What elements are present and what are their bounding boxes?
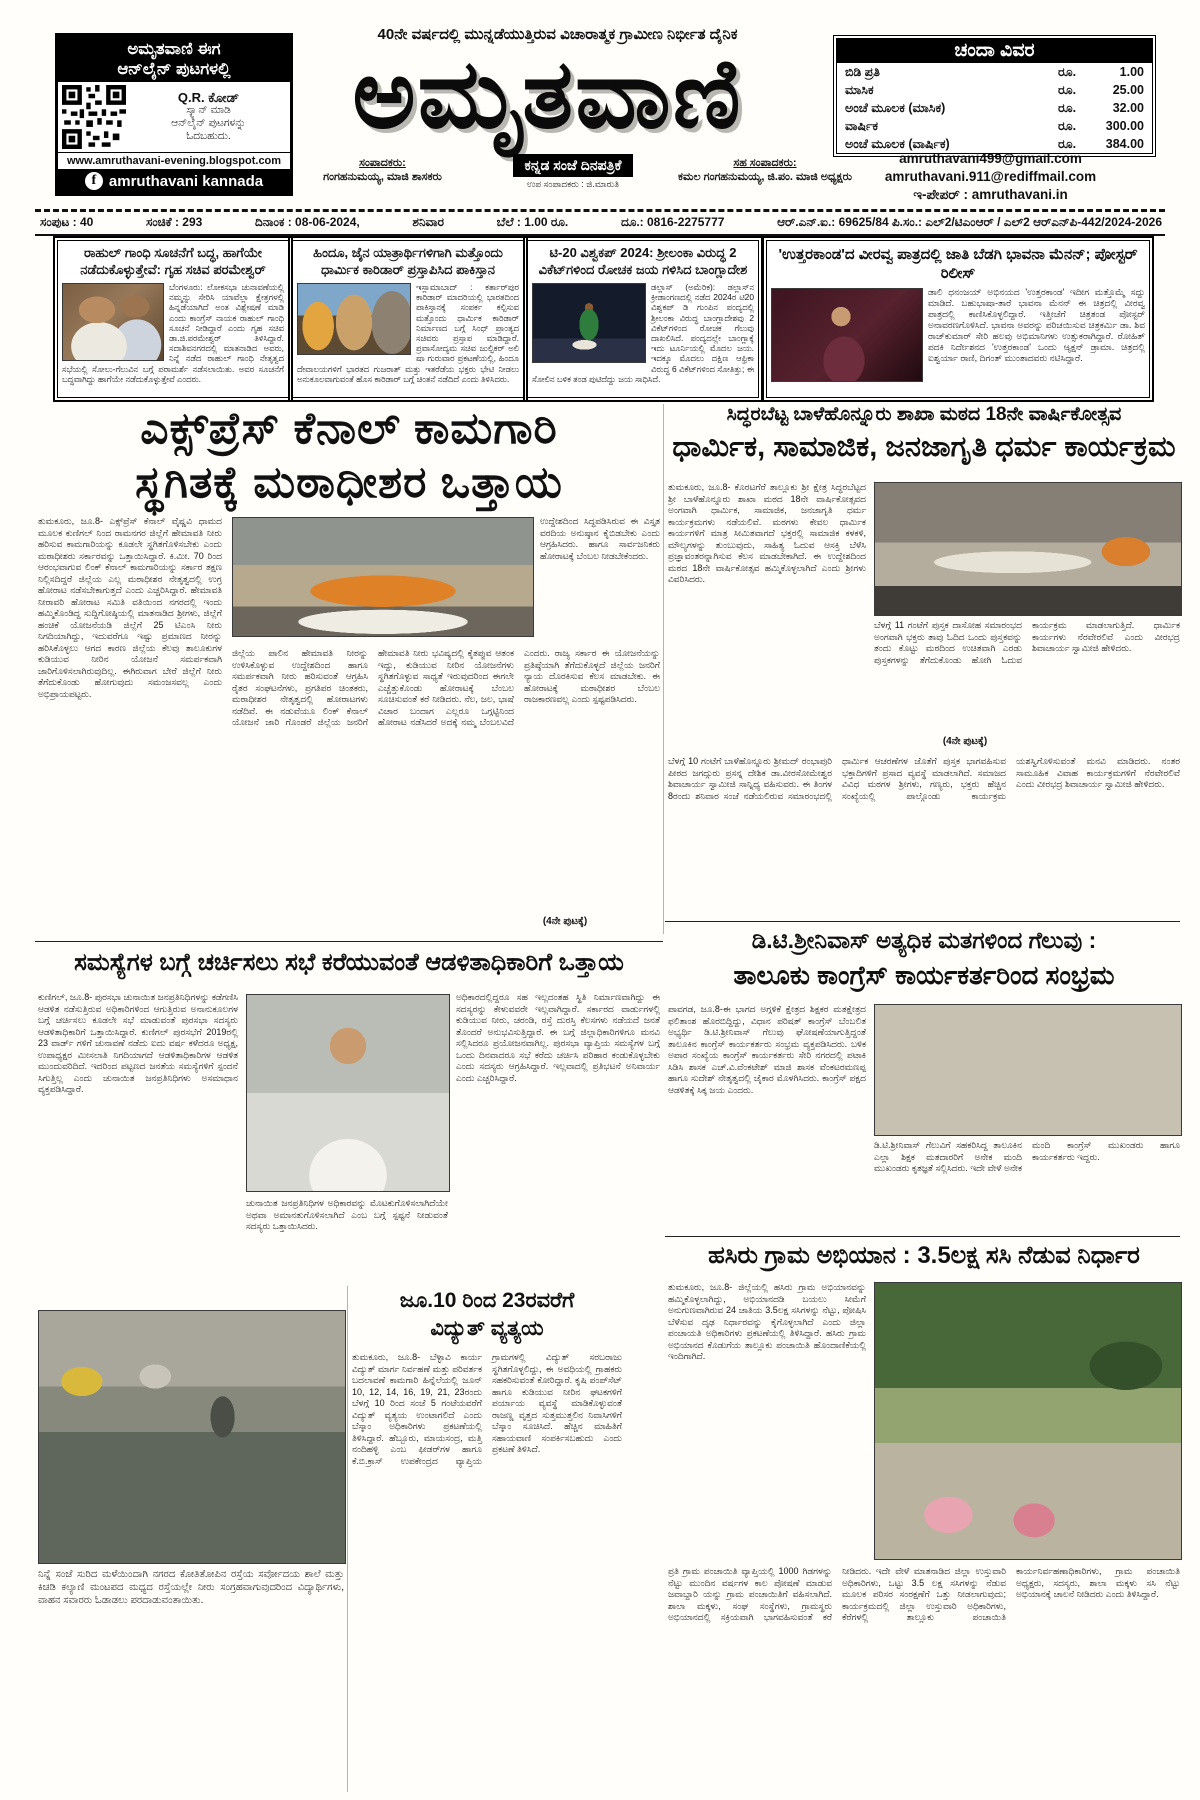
news-box-headline: ರಾಹುಲ್ ಗಾಂಧಿ ಸೂಚನೆಗೆ ಬದ್ಧ, ಹಾಗೆಯೇ ನಡೆದುಕೊಳ್ಳುತ್ತೇವೆ: ಗೃಹ ಸಚಿವ ಪರಮೇಶ್ವರ್ bbox=[80, 245, 266, 277]
sub-label: ಬಿಡಿ ಪ್ರತಿ bbox=[845, 64, 880, 79]
contact-emails bbox=[833, 150, 1148, 204]
seers-press-meet-photo bbox=[232, 517, 534, 637]
powercut-body: ತುಮಕೂರು, ಜೂ.8- ಬೆಳ್ಳಾವಿ ಕಾರ್ಯ ವಿದ್ಯುತ್ ಮಾರ್ಗ ನಿರ್ವಹಣೆ ಮತ್ತು ಪರಿವರ್ತಕ ಬದಲಾವಣೆ ಕಾಮಗಾರಿ ಹಿನ್ನೆಲೆಯಲ್ಲಿ ಜೂನ್ 10, 12, 14, 16, 19, 21, 23ರಂದು ಬೆಳಗ್ಗೆ 10 ರಿಂದ ಸಂಜೆ 5 ಗಂಟೆಯವರೆಗೆ ವಿದ್ಯುತ್ ವ್ಯತ್ಯಯ ಉಂಟಾಗಲಿದೆ ಎಂದು ಬೆಸ್ಕಾಂ ಅಧಿಕಾರಿಗಳು ಪ್ರಕಟಣೆಯಲ್ಲಿ ತಿಳಿಸಿದ್ದಾರೆ. ಹೆಬ್ಬೂರು, ಮಾಯಸಂದ್ರ, ಮತ್ತಿ ನಂದಿಹಳ್ಳಿ ಎಂಬ ಫೀಡರ್‌ಗಳ ಹಾಗೂ ಕೆ.ಬಿ.ಕ್ರಾಸ್ ಉಪಕೇಂದ್ರದ ವ್ಯಾಪ್ತಿಯ ಗ್ರಾಮಗಳಲ್ಲಿ ವಿದ್ಯುತ್ ಸರಬರಾಜು ಸ್ಥಗಿತಗೊಳ್ಳಲಿದ್ದು, ಈ ಅವಧಿಯಲ್ಲಿ ಗ್ರಾಹಕರು ಸಹಕರಿಸುವಂತೆ ಕೋರಿದ್ದಾರೆ. ಕೃಷಿ ಪಂಪ್‌ಸೆಟ್ ಹಾಗೂ ಕುಡಿಯುವ ನೀರಿನ ಘಟಕಗಳಿಗೆ ಪರ್ಯಾಯ ವ್ಯವಸ್ಥೆ ಮಾಡಿಕೊಳ್ಳುವಂತೆ ರಾಜಣ್ಣ ವೃತ್ತದ ಸುತ್ತಮುತ್ತಲಿನ ನಿವಾಸಿಗಳಿಗೆ ಬೆಸ್ಕಾಂ ಸೂಚಿಸಿದೆ. ಹೆಚ್ಚಿನ ಮಾಹಿತಿಗೆ ಸಹಾಯವಾಣಿ ಸಂಪರ್ಕಿಸಬಹುದು ಎಂದು ಪ್ರಕಟಣೆ ತಿಳಿಸಿದೆ. bbox=[352, 1352, 622, 1466]
sub-currency: ರೂ. bbox=[1058, 64, 1077, 79]
co-editor-label: ಸಹ ಸಂಪಾದಕರು: bbox=[733, 157, 797, 169]
phone-number: ದೂ.: 0816-2275777 bbox=[620, 215, 725, 229]
tree-planting-photo bbox=[874, 1282, 1182, 1560]
news-box-body: ಡಾಲಿ ಧನಂಜಯ್ ಅಭಿನಯದ 'ಉತ್ತರಕಾಂಡ' ಇದೀಗ ಮತ್ತೊಮ್ಮೆ ಸದ್ದು ಮಾಡಿದೆ. ಬಹುಭಾಷಾ-ತಾರೆ ಭಾವನಾ ಮೆನನ್ ಈ ಚಿತ್ರದಲ್ಲಿ ವೀರವ್ವ ಪಾತ್ರದಲ್ಲಿ ಕಾಣಿಸಿಕೊಳ್ಳಲಿದ್ದಾರೆ. ಇತ್ತೀಚೆಗೆ ಚಿತ್ರತಂಡ ಪೋಸ್ಟರ್ ಅನಾವರಣಗೊಳಿಸಿದೆ. ಭಾವನಾ ಅವರನ್ನು ಪರಿಚಯಿಸುವ ಚಿತ್ರಕರ್ಮಿ ಡಾ. ಶಿವ ರಾಜ್‌ಕುಮಾರ್ ಸೇರಿ ಹಲವು ಅಭಿಮಾನಿಗಳು ಉತ್ಸುಕರಾಗಿದ್ದಾರೆ. ರೋಹಿತ್ ಪದಕಿ ನಿರ್ದೇಶನದ 'ಉತ್ತರಕಾಂಡ' ಒಂದು ಆ್ಯಕ್ಷನ್ ಡ್ರಾಮಾ. ಚಿತ್ರದಲ್ಲಿ ಐಶ್ವರ್ಯಾ ರಾಣಿ, ದಿಗಂತ್ ಮುಂತಾದವರು ನಟಿಸಿದ್ದಾರೆ. bbox=[771, 287, 1145, 391]
online-box-title-line1: ಅಮೃತವಾಣಿ ಈಗ bbox=[127, 40, 221, 58]
issue-day: ಶನಿವಾರ bbox=[412, 215, 444, 229]
sub-value: 384.00 bbox=[1105, 136, 1144, 151]
sub-label: ವಾರ್ಷಿಕ bbox=[845, 118, 879, 133]
price: ಬೆಲೆ : 1.00 ರೂ. bbox=[496, 215, 569, 229]
sub-value: 25.00 bbox=[1112, 82, 1144, 97]
section-rule-green bbox=[665, 1236, 1180, 1237]
co-editor-name: ಕಮಲ ಗಂಗಹನುಮಯ್ಯ, ಜಿ.ಪಂ. ಮಾಜಿ ಅಧ್ಯಕ್ಷರು bbox=[678, 171, 852, 183]
online-box-title-line2: ಆನ್‌ಲೈನ್ ಪುಟಗಳಲ್ಲಿ bbox=[117, 60, 231, 78]
green-column-1: ತುಮಕೂರು, ಜೂ.8- ಜಿಲ್ಲೆಯಲ್ಲಿ ಹಸಿರು ಗ್ರಾಮ ಅಭಿಯಾನವನ್ನು ಹಮ್ಮಿಕೊಳ್ಳಲಾಗಿದ್ದು, ಅಭಿಯಾನದಡಿ ಬಯಲು ಸೀಮೆಗೆ ಅನುಗುಣವಾಗಿರುವ 24 ಜಾತಿಯ 3.5ಲಕ್ಷ ಸಸಿಗಳನ್ನು ನೆಟ್ಟು, ಪೋಷಿಸಿ ಬೆಳೆಸುವ ದೃಢ ನಿರ್ಧಾರವನ್ನು ಕೈಗೊಳ್ಳಲಾಗಿದೆ ಎಂದು ಜಿಲ್ಲಾ ಪಂಚಾಯತಿ ಅಧಿಕಾರಿಗಳು ಪ್ರಕಟಣೆಯಲ್ಲಿ ತಿಳಿಸಿದ್ದಾರೆ. ಹಸಿರು ಗ್ರಾಮ ಅಭಿಯಾನದ ಕೊಡುಗೆಯ ತಾಲ್ಲೂಕು ಪಂಚಾಯಿತಿ ಹೊಂದಾಣಿಕೆಯಲ್ಲಿ ಇಂದಿಗಾಗಿದೆ. bbox=[668, 1282, 866, 1361]
actress-poster-photo bbox=[771, 288, 923, 382]
sub-currency: ರೂ. bbox=[1058, 136, 1077, 151]
mutt-kicker: ಸಿದ್ಧರಬೆಟ್ಟ ಬಾಳೆಹೊನ್ನೂರು ಶಾಖಾ ಮಠದ 18ನೇ ವಾರ್ಷಿಕೋತ್ಸವ bbox=[726, 404, 1122, 425]
canal-column-1: ತುಮಕೂರು, ಜೂ.8- ಎಕ್ಸ್‌ಪ್ರೆಸ್ ಕೆನಾಲ್ ವೈಷ್ಣವಿ ಧಾಮದ ಮೂಲಕ ಕುಣಿಗಲ್ ನಿಂದ ರಾಮನಗರ ಜಿಲ್ಲೆಗೆ ಹೇಮಾವತಿ ನೀರು ಹರಿಸುವ ಕಾಮಗಾರಿಯನ್ನು ಕೂಡಲೇ ಸ್ಥಗಿತಗೊಳಿಸಬೇಕು ಎಂದು ಮಠಾಧೀಶರು ಸರ್ಕಾರವನ್ನು ಒತ್ತಾಯಿಸಿದ್ದಾರೆ. ಕಿ.ಮೀ. 70 ರಿಂದ ಆರಂಭವಾಗುವ ಲಿಂಕ್ ಕೆನಾಲ್ ಕಾಮಗಾರಿಯನ್ನು ಸರ್ಕಾರ ತಕ್ಷಣ ನಿಲ್ಲಿಸದಿದ್ದರೆ ಜಿಲ್ಲೆಯ ಎಲ್ಲ ಮಠಾಧೀಶರ ನೇತೃತ್ವದಲ್ಲಿ ಉಗ್ರ ಹೋರಾಟ ನಡೆಸಬೇಕಾಗುತ್ತದೆ ಎಂದು ಎಚ್ಚರಿಸಿದ್ದಾರೆ. ಹೇಮಾವತಿ ನೀರಾವರಿ ಹೋರಾಟ ಸಮಿತಿ ವತಿಯಿಂದ ನಗರದಲ್ಲಿ ಇಂದು ಹಮ್ಮಿಕೊಂಡಿದ್ದ ಸುದ್ದಿಗೋಷ್ಠಿಯಲ್ಲಿ ಮಾತನಾಡಿದ ಶ್ರೀಗಳು, ಜಿಲ್ಲೆಗೆ ಹಂಚಿಕೆ ಯೋಜನೆಯಡಿ ಜಿಲ್ಲೆಗೆ 25 ಟಿಎಂಸಿ ನೀರು ನಿಗದಿಯಾಗಿದ್ದು, ಇದುವರೆಗೂ ಇಷ್ಟು ಪ್ರಮಾಣದ ನೀರನ್ನು ಹರಿಸಿಕೊಳ್ಳಲು ಆಗದ ಕಾರಣ ಜಿಲ್ಲೆಯ ಕೆಲವು ತಾಲೂಕುಗಳ ಕುಡಿಯುವ ನೀರಿನ ಯೋಜನೆ ಸಮರ್ಪಕವಾಗಿ ಜಾರಿಗೊಳಿಸಲಾಗಿರುವುದಿಲ್ಲ. ಈಗಿರುವಾಗ ಬೇರೆ ಜಿಲ್ಲೆಗೆ ನೀರು ತೆಗೆದುಕೊಂಡು ಹೋಗುವುದು ಸಮಂಜಸವಲ್ಲ ಎಂದು ಅಭಿಪ್ರಾಯಪಟ್ಟರು. bbox=[38, 516, 222, 699]
subscription-row bbox=[837, 81, 1152, 99]
kunigal-member-portrait bbox=[246, 994, 450, 1192]
canal-headline-line2: ಸ್ಥಗಿತಕ್ಕೆ ಮಠಾಧೀಶರ ಒತ್ತಾಯ bbox=[135, 458, 563, 507]
facebook-bar[interactable] bbox=[58, 169, 290, 193]
dashed-divider bbox=[35, 209, 1165, 212]
facebook-handle: amruthavani kannada bbox=[108, 172, 264, 190]
flood-street-photo bbox=[38, 1310, 346, 1564]
canal-headline-line1: ಎಕ್ಸ್‌ಪ್ರೆಸ್ ಕೆನಾಲ್ ಕಾಮಗಾರಿ bbox=[140, 404, 558, 453]
subscription-title: ಚಂದಾ ವಿವರ bbox=[837, 39, 1152, 63]
canal-continued-note: (4ನೇ ಪುಟಕ್ಕೆ) bbox=[470, 916, 660, 927]
sub-currency: ರೂ. bbox=[1058, 100, 1077, 115]
sub-currency: ರೂ. bbox=[1058, 118, 1077, 133]
powercut-headline-line2: ವಿದ್ಯುತ್ ವ್ಯತ್ಯಯ bbox=[430, 1317, 544, 1340]
news-box-cricket bbox=[527, 240, 759, 398]
kunigal-column-3: ಅಧಿಕಾರದಲ್ಲಿದ್ದರೂ ಸಹ ಇಲ್ಲದಂತಹ ಸ್ಥಿತಿ ನಿರ್ಮಾಣವಾಗಿದ್ದು ಈ ಸದಸ್ಯರನ್ನು ಕೇಳುವವರೇ ಇಲ್ಲವಾಗಿದ್ದಾರೆ. ಸರ್ಕಾರದ ವಾರ್ಡುಗಳಲ್ಲಿ ಕುಡಿಯುವ ನೀರು, ಚರಂಡಿ, ರಸ್ತೆ ದುರಸ್ತಿ ಕೆಲಸಗಳು ನಡೆಯದೆ ಜನತೆ ತೊಂದರೆ ಅನುಭವಿಸುತ್ತಿದ್ದಾರೆ. ಈ ಬಗ್ಗೆ ಜಿಲ್ಲಾಧಿಕಾರಿಗಳಿಗೂ ಮನವಿ ಸಲ್ಲಿಸಿದರೂ ಪ್ರಯೋಜನವಾಗಿಲ್ಲ. ಪುರಸಭಾ ವ್ಯಾಪ್ತಿಯ ಸಮಸ್ಯೆಗಳ ಬಗ್ಗೆ ಒಂದು ದಿನವಾದರೂ ಸಭೆ ಕರೆದು ಚರ್ಚಿಸಿ ಪರಿಹಾರ ಕಂಡುಕೊಳ್ಳಬೇಕು ಎಂದು ಸದಸ್ಯರು ಆಗ್ರಹಿಸಿದ್ದಾರೆ. ಇಲ್ಲವಾದಲ್ಲಿ ಪ್ರತಿಭಟನೆ ಅನಿವಾರ್ಯ ಎಂದು ಎಚ್ಚರಿಸಿದ್ದಾರೆ. bbox=[456, 992, 660, 1083]
srinivas-felicitation-photo bbox=[874, 1004, 1182, 1136]
editor-name: ಗಂಗಹನುಮಯ್ಯ, ಮಾಜಿ ಶಾಸಕರು bbox=[323, 171, 442, 183]
subscription-box bbox=[833, 35, 1156, 157]
paper-type-block bbox=[478, 154, 668, 190]
qr-instruction-2: ಆನ್‌ಲೈನ್ ಪುಟಗಳನ್ನು bbox=[171, 117, 246, 129]
issue-date: ದಿನಾಂಕ : 08-06-2024, bbox=[254, 215, 360, 229]
sub-currency: ರೂ. bbox=[1058, 82, 1077, 97]
kunigal-column-under: ಚುನಾಯಿತ ಜನಪ್ರತಿನಿಧಿಗಳ ಅಧಿಕಾರವನ್ನು ಮೊಟಕುಗೊಳಿಸಲಾಗಿದೆಯೇ ಅಥವಾ ಅಮಾನತುಗೊಳಿಸಲಾಗಿದೆ ಎಂಬ ಬಗ್ಗೆ ಸ್ಪಷ್ಟನೆ ನೀಡುವಂತೆ ಸದಸ್ಯರು ಒತ್ತಾಯಿಸಿದರು. bbox=[246, 1198, 448, 1231]
kunigal-headline: ಸಮಸ್ಯೆಗಳ ಬಗ್ಗೆ ಚರ್ಚಿಸಲು ಸಭೆ ಕರೆಯುವಂತೆ ಆಡಳಿತಾಧಿಕಾರಿಗೆ ಒತ್ತಾಯ bbox=[74, 949, 624, 976]
editor-block bbox=[295, 156, 470, 184]
canal-columns-rest: ಜಿಲ್ಲೆಯ ಪಾಲಿನ ಹೇಮಾವತಿ ನೀರನ್ನು ಉಳಿಸಿಕೊಳ್ಳುವ ಉದ್ದೇಶದಿಂದ ಹಾಗೂ ಸಮರ್ಪಕವಾಗಿ ನೀರು ಹರಿಸುವಂತೆ ಆಗ್ರಹಿಸಿ ರೈತರ ಸಂಘಟನೆಗಳು, ಪ್ರಗತಿಪರ ಚಿಂತಕರು, ಮಠಾಧೀಶರ ನೇತೃತ್ವದಲ್ಲಿ ಹೋರಾಟಗಳು ನಡೆದಿವೆ. ಈ ನಡುವೆಯೂ ಲಿಂಕ್ ಕೆನಾಲ್ ಯೋಜನೆ ಜಾರಿ ಗೊಂಡರೆ ಜಿಲ್ಲೆಯ ಜನರಿಗೆ ಹೇಮಾವತಿ ನೀರು ಭವಿಷ್ಯದಲ್ಲಿ ಕೈತಪ್ಪುವ ಆತಂಕ ಇದ್ದು, ಕುಡಿಯುವ ನೀರಿನ ಯೋಜನೆಗಳು ಸ್ಥಗಿತಗೊಳ್ಳುವ ಸಾಧ್ಯತೆ ಇರುವುದರಿಂದ ಈಗಲೇ ಎಚ್ಚೆತ್ತುಕೊಂಡು ಹೋರಾಟಕ್ಕೆ ಬೆಂಬಲ ಸೂಚಿಸುವಂತೆ ಕರೆ ನೀಡಿದರು. ನೆಲ, ಜಲ, ಭಾಷೆ ವಿಚಾರ ಬಂದಾಗ ಎಲ್ಲರೂ ಒಗ್ಗಟ್ಟಿನಿಂದ ಹೋರಾಟ ನಡೆಸಿದರೆ ಅದಕ್ಕೆ ನಮ್ಮ ಬೆಂಬಲವಿದೆ ಎಂದರು. ರಾಜ್ಯ ಸರ್ಕಾರ ಈ ಯೋಜನೆಯನ್ನು ಪ್ರತಿಷ್ಠೆಯಾಗಿ ತೆಗೆದುಕೊಳ್ಳದೆ ಜಿಲ್ಲೆಯ ಜನರಿಗೆ ನ್ಯಾಯ ದೊರಕಿಸುವ ಕೆಲಸ ಮಾಡಬೇಕು. ಈ ಹೋರಾಟಕ್ಕೆ ಮಠಾಧೀಶರ ಬೆಂಬಲ ರಾಜಕಾರಣವಲ್ಲ ಎಂದು ಸ್ಪಷ್ಟಪಡಿಸಿದರು. bbox=[232, 648, 660, 727]
subscription-row bbox=[837, 117, 1152, 135]
news-box-rahul bbox=[57, 240, 289, 398]
sub-value: 1.00 bbox=[1119, 64, 1144, 79]
email-gmail[interactable]: amruthavani499@gmail.com bbox=[899, 151, 1082, 166]
canal-column-side: ಉದ್ದೇಶದಿಂದ ಸಿದ್ಧಪಡಿಸಿರುವ ಈ ವಿಸ್ತೃತ ವರದಿಯ ಅನುಷ್ಠಾನ ಕೈಬಿಡಬೇಕು ಎಂದು ಆಗ್ರಹಿಸಿದರು. ಹಾಗೂ ಸಾರ್ವಜನಿಕರು ಹೋರಾಟಕ್ಕೆ ಬೆಂಬಲ ನೀಡಬೇಕೆಂದರು. bbox=[540, 516, 660, 561]
news-box-pakistan bbox=[292, 240, 524, 398]
issue-number: ಸಂಚಿಕೆ : 293 bbox=[145, 215, 203, 229]
mutt-continued-note: (4ನೇ ಪುಟಕ್ಕೆ) bbox=[890, 736, 1040, 747]
qr-code[interactable] bbox=[62, 85, 126, 149]
sub-label: ಮಾಸಿಕ bbox=[845, 82, 874, 97]
news-box-body: ಡಲ್ಲಾಸ್ (ಅಮೆರಿಕ): ಡಲ್ಲಾಸ್‌ನ ಕ್ರೀಡಾಂಗಣದಲ್ಲಿ ನಡೆದ 2024ರ ಟಿ20 ವಿಶ್ವಕಪ್ ಡಿ ಗುಂಪಿನ ಪಂದ್ಯದಲ್ಲಿ ಶ್ರೀಲಂಕಾ ವಿರುದ್ಧ ಬಾಂಗ್ಲಾದೇಶವು 2 ವಿಕೆಟ್‌ಗಳಿಂದ ರೋಚಕ ಗೆಲುವು ದಾಖಲಿಸಿದೆ. ಪಂದ್ಯದಲ್ಲೇ ಬಾಂಗ್ಲಾಕ್ಕೆ ಇದು ಟೂರ್ನಿಯಲ್ಲಿ ಮೊದಲ ಜಯ. ಇದಕ್ಕೂ ಮೊದಲು ದಕ್ಷಿಣ ಆಫ್ರಿಕಾ ವಿರುದ್ಧ 6 ವಿಕೆಟ್‌ಗಳಿಂದ ಸೋತಿತ್ತು; ಈ ಸೋಲಿನ ಬಳಿಕ ತಂಡ ಪುಟಿದೆದ್ದು ಜಯ ಸಾಧಿಸಿದೆ. bbox=[532, 282, 754, 384]
masthead-title: ಅಮೃತವಾಣಿ bbox=[352, 41, 743, 148]
green-columns-rest: ಪ್ರತಿ ಗ್ರಾಮ ಪಂಚಾಯಿತಿ ವ್ಯಾಪ್ತಿಯಲ್ಲಿ 1000 ಗಿಡಗಳನ್ನು ನೆಟ್ಟು ಮುಂದಿನ ವರ್ಷಗಳ ಕಾಲ ಪೋಷಣೆ ಮಾಡುವ ಜವಾಬ್ದಾರಿ ಯನ್ನು ಗ್ರಾಮ ಪಂಚಾಯಿತಿಗೆ ವಹಿಸಲಾಗಿದೆ. ಶಾಲಾ ಮಕ್ಕಳು, ಸಂಘ ಸಂಸ್ಥೆಗಳು, ಗ್ರಾಮಸ್ಥರು ಅಭಿಯಾನದಲ್ಲಿ ಸಕ್ರಿಯವಾಗಿ ಭಾಗವಹಿಸುವಂತೆ ಕರೆ ನೀಡಿದರು. ಇದೇ ವೇಳೆ ಮಾತನಾಡಿದ ಜಿಲ್ಲಾ ಉಸ್ತುವಾರಿ ಅಧಿಕಾರಿಗಳು, ಒಟ್ಟು 3.5 ಲಕ್ಷ ಸಸಿಗಳನ್ನು ನೆಡುವ ಮೂಲಕ ಪರಿಸರ ಸಂರಕ್ಷಣೆಗೆ ಒತ್ತು ನೀಡಲಾಗುವುದು; ಕಾರ್ಯಕ್ರಮದಲ್ಲಿ ಜಿಲ್ಲಾ ಉಸ್ತುವಾರಿ ಅಧಿಕಾರಿಗಳು, ಕೆರೆಗಳಲ್ಲಿ ತಾಲ್ಲೂಕು ಪಂಚಾಯಿತಿ ಕಾರ್ಯನಿರ್ವಹಣಾಧಿಕಾರಿಗಳು, ಗ್ರಾಮ ಪಂಚಾಯಿತಿ ಅಧ್ಯಕ್ಷರು, ಸದಸ್ಯರು, ಶಾಲಾ ಮಕ್ಕಳು ಸಸಿ ನೆಟ್ಟು ಅಭಿಯಾನಕ್ಕೆ ಚಾಲನೆ ನೀಡಿದರು ಎಂದು ತಿಳಿಸಿದ್ದಾರೆ. bbox=[668, 1566, 1180, 1622]
pavagada-column-1: ಪಾವಗಡ, ಜೂ.8-ಈ ಭಾಗದ ಅಗ್ಗಳಿಕೆ ಕ್ಷೇತ್ರದ ಶಿಕ್ಷಕರ ಮತಕ್ಷೇತ್ರದ ಫಲಿತಾಂಶ ಹೊರಬಿದ್ದಿದ್ದು, ವಿಧಾನ ಪರಿಷತ್ ಕಾಂಗ್ರೆಸ್ ಬೆಂಬಲಿತ ಅಭ್ಯರ್ಥಿ ಡಿ.ಟಿ.ಶ್ರೀನಿವಾಸ್ ಗೆಲುವು ಘೋಷಣೆಯಾಗುತ್ತಿದ್ದಂತೆ ತಾಲೂಕಿನ ಕಾಂಗ್ರೆಸ್ ಕಾರ್ಯಕರ್ತರು ಸಂಭ್ರಮ ವ್ಯಕ್ತಪಡಿಸಿದರು. ಬಳಿಕ ಅಪಾರ ಸಂಖ್ಯೆಯ ಕಾಂಗ್ರೆಸ್ ಕಾರ್ಯಕರ್ತರು ಸೇರಿ ನಗರದಲ್ಲಿ ಪಟಾಕಿ ಸಿಡಿಸಿ ಶಾಸಕ ಎಚ್.ವಿ.ವೆಂಕಟೇಶ್ ಮಾಜಿ ಶಾಸಕ ವೆಂಕಟರಮಣಪ್ಪ ಹಾಗೂ ಸುದೇಶ್ ನೇತೃತ್ವದಲ್ಲಿ ಜೈಕಾರ ಮೊಳಗಿಸಿದರು. ಕಾಂಗ್ರೆಸ್ ಪಕ್ಷದ ಆಡಳಿತಕ್ಕೆ ಸಿಕ್ಕ ಜಯ ಎಂದರು. bbox=[668, 1004, 866, 1095]
column-separator-bottom bbox=[347, 1286, 348, 1792]
sub-label: ಅಂಚೆ ಮೂಲಕ (ಮಾಸಿಕ) bbox=[845, 100, 946, 115]
editor-label: ಸಂಪಾದಕರು: bbox=[359, 157, 406, 169]
header-rule bbox=[35, 234, 1165, 236]
mutt-column-1: ತುಮಕೂರು, ಜೂ.8- ಕೊರಟಗೆರೆ ತಾಲ್ಲೂಕು ಶ್ರೀ ಕ್ಷೇತ್ರ ಸಿದ್ಧರಬೆಟ್ಟದ ಶ್ರೀ ಬಾಳೆಹೊನ್ನೂರು ಶಾಖಾ ಮಠದ 18ನೇ ವಾರ್ಷಿಕೋತ್ಸವದ ಅಂಗವಾಗಿ ಧಾರ್ಮಿಕ, ಸಾಮಾಜಿಕ, ಜನಜಾಗೃತಿ ಧರ್ಮ ಕಾರ್ಯಕ್ರಮಗಳು ನಡೆಯಲಿವೆ. ಮಠಗಳು ಕೇವಲ ಧಾರ್ಮಿಕ ಕಾರ್ಯಗಳಿಗೆ ಮಾತ್ರ ಸೀಮಿತವಾಗದೆ ಭಕ್ತರಲ್ಲಿ ಸಾಮಾಜಿಕ ಕಳಕಳಿ, ಮೌಲ್ಯಗಳನ್ನು ತುಂಬುವುದು, ಸಾಹಿತ್ಯ ಓದುವ ಆಸಕ್ತಿ ಬೆಳೆಸಿ ಪ್ರಜ್ಞಾವಂತರನ್ನಾಗಿಸುವ ಕೆಲಸ ಮಾಡಬೇಕಾಗಿದೆ. ಈ ಉದ್ದೇಶದಿಂದ ಮಠದ 18ನೇ ವಾರ್ಷಿಕೋತ್ಸವ ಹಮ್ಮಿಕೊಳ್ಳಲಾಗಿದೆ ಎಂದು ಶ್ರೀಗಳು ವಿವರಿಸಿದರು. bbox=[668, 482, 866, 584]
paper-tagline: 40ನೇ ವರ್ಷದಲ್ಲಿ ಮುನ್ನಡೆಯುತ್ತಿರುವ ವಿಚಾರಾತ್ಮಕ ಗ್ರಾಮೀಣ ನಿರ್ಭೀತ ದೈನಿಕ bbox=[377, 26, 738, 43]
mutt-press-photo bbox=[874, 482, 1182, 616]
subscription-row bbox=[837, 63, 1152, 81]
dateline-row bbox=[40, 215, 1162, 230]
column-separator bbox=[663, 404, 664, 934]
parameshwara-photo bbox=[62, 283, 164, 361]
powercut-headline-line1: ಜೂ.10 ರಿಂದ 23ರವರೆಗೆ bbox=[399, 1289, 575, 1312]
news-box-body: ಬೆಂಗಳೂರು: ಲೋಕಸಭಾ ಚುನಾವಣೆಯಲ್ಲಿ ನಮ್ಮನ್ನು ಸೇರಿಸಿ ಯಾವೆಲ್ಲಾ ಕ್ಷೇತ್ರಗಳಲ್ಲಿ ಹಿನ್ನಡೆಯಾಗಿದೆ ಅಂತ ವಿಶ್ಲೇಷಣೆ ಮಾಡಿ ಎಂದು ಕಾಂಗ್ರೆಸ್ ನಾಯಕ ರಾಹುಲ್ ಗಾಂಧಿ ಸೂಚನೆ ನೀಡಿದ್ದಾರೆ ಎಂದು ಗೃಹ ಸಚಿವ ಡಾ.ಜಿ.ಪರಮೇಶ್ವರ್ ತಿಳಿಸಿದ್ದಾರೆ. ಸದಾಶಿವನಗರದಲ್ಲಿ ಮಾತನಾಡಿದ ಅವರು, ನಿನ್ನೆ ನಡೆದ ರಾಹುಲ್ ಗಾಂಧಿ ನೇತೃತ್ವದ ಸಭೆಯಲ್ಲಿ ಸೋಲು-ಗೆಲುವಿನ ಬಗ್ಗೆ ಪರಾಮರ್ಶೆ ನಡೆಸಲಾಯಿತು. ಅವರ ಸೂಚನೆಗೆ ಬದ್ಧವಾಗಿದ್ದು ಹಾಗೆಯೇ ನಡೆದುಕೊಳ್ಳುತ್ತೇವೆ ಎಂದರು. bbox=[62, 282, 284, 384]
cricket-match-photo bbox=[532, 283, 646, 363]
green-headline: ಹಸಿರು ಗ್ರಾಮ ಅಭಿಯಾನ : 3.5ಲಕ್ಷ ಸಸಿ ನೆಡುವ ನಿರ್ಧಾರ bbox=[708, 1242, 1140, 1269]
temple-corridor-photo bbox=[297, 283, 411, 355]
section-rule-right bbox=[665, 921, 1180, 922]
pavagada-headline-line2: ತಾಲೂಕು ಕಾಂಗ್ರೆಸ್ ಕಾರ್ಯಕರ್ತರಿಂದ ಸಂಭ್ರಮ bbox=[733, 960, 1115, 990]
facebook-icon: f bbox=[85, 172, 103, 190]
qr-instruction-3: ಓದಬಹುದು. bbox=[186, 130, 231, 142]
news-box-body: ಇಸ್ಲಾಮಾಬಾದ್ : ಕರ್ತಾರ್‌ಪುರ ಕಾರಿಡಾರ್ ಮಾದರಿಯಲ್ಲಿ ಭಾರತದಿಂದ ಪಾಕಿಸ್ತಾನಕ್ಕೆ ಸಂಪರ್ಕ ಕಲ್ಪಿಸುವ ಮತ್ತೊಂದು ಧಾರ್ಮಿಕ ಕಾರಿಡಾರ್ ನಿರ್ಮಾಣದ ಬಗ್ಗೆ ಸಿಂಧ್ ಪ್ರಾಂತ್ಯದ ಸಚಿವರು ಪ್ರಸ್ತಾಪ ಮಾಡಿದ್ದಾರೆ. ಪ್ರವಾಸೋದ್ಯಮ ಸಚಿವ ಜುಲ್ಫಿಕರ್ ಅಲಿ ಷಾ ಗುರುವಾರ ಪ್ರಕಟಣೆಯಲ್ಲಿ, ಹಿಂದೂ ದೇವಾಲಯಗಳಿಗೆ ಭಾರತದ ಗುಜರಾತ್ ಮತ್ತು ಇತರೆಡೆಯ ಭಕ್ತರು ಭೇಟಿ ನೀಡಲು ಅನುಕೂಲವಾಗುವಂತೆ ಹೊಸ ಕಾರಿಡಾರ್ ಬಗ್ಗೆ ಚಿಂತನೆ ನಡೆದಿದೆ ಎಂದು ತಿಳಿಸಿದರು. bbox=[297, 282, 519, 384]
qr-instruction-1: ಸ್ಕ್ಯಾನ್ ಮಾಡಿ bbox=[186, 104, 231, 116]
mutt-headline: ಧಾರ್ಮಿಕ, ಸಾಮಾಜಿಕ, ಜನಜಾಗೃತಿ ಧರ್ಮ ಕಾರ್ಯಕ್ರಮ bbox=[672, 431, 1176, 463]
section-rule-left bbox=[35, 941, 663, 942]
pavagada-headline-line1: ಡಿ.ಟಿ.ಶ್ರೀನಿವಾಸ್ ಅತ್ಯಧಿಕ ಮತಗಳಿಂದ ಗೆಲುವು : bbox=[751, 927, 1097, 953]
kunigal-column-1: ಕುಣಿಗಲ್, ಜೂ.8- ಪುರಸಭಾ ಚುನಾಯಿತ ಜನಪ್ರತಿನಿಧಿಗಳನ್ನು ಕಡೆಗಣಿಸಿ ಆಡಳಿತ ನಡೆಸುತ್ತಿರುವ ಅಧಿಕಾರಿಗಳಿಂದ ಆಗುತ್ತಿರುವ ಅನಾನುಕೂಲಗಳ ಬಗ್ಗೆ ಚರ್ಚಿಸಲು ಕೂಡಲೇ ಸಭೆ ಮಾಡುವಂತೆ ಪುರಸಭಾ ಸದಸ್ಯರು ಆಡಳಿತಾಧಿಕಾರಿಗೆ ಒತ್ತಾಯಿಸಿದ್ದಾರೆ. ಕುಣಿಗಲ್ ಪುರಸಭೆಗೆ 2019ರಲ್ಲಿ 23 ವಾರ್ಡ್ ಗಳಿಗೆ ಚುನಾವಣೆ ನಡೆದು ಐದು ವರ್ಷ ಕಳೆದರೂ ಅಧ್ಯಕ್ಷ, ಉಪಾಧ್ಯಕ್ಷರ ಮೀಸಲಾತಿ ನಿಗದಿಯಾಗದೆ ಆಡಳಿತಾಧಿಕಾರಿಗಳ ಆಡಳಿತ ಮುಂದುವರಿದಿದೆ. ಇದರಿಂದ ಪಟ್ಟಣದ ಜನತೆಯ ಸಮಸ್ಯೆಗಳಿಗೆ ಸ್ಪಂದನೆ ಸಿಗುತ್ತಿಲ್ಲ ಎಂದು ಚುನಾಯಿತ ಜನಪ್ರತಿನಿಧಿಗಳು ಅಸಮಾಧಾನ ವ್ಯಕ್ತಪಡಿಸಿದ್ದಾರೆ. bbox=[38, 992, 238, 1094]
news-box-movie bbox=[766, 240, 1150, 398]
epaper-link[interactable]: ಇ-ಪೇಪರ್ : amruthavani.in bbox=[913, 187, 1068, 202]
news-box-headline: ಹಿಂದೂ, ಜೈನ ಯಾತ್ರಾರ್ಥಿಗಳಿಗಾಗಿ ಮತ್ತೊಂದು ಧಾರ್ಮಿಕ ಕಾರಿಡಾರ್ ಪ್ರಸ್ತಾಪಿಸಿದ ಪಾಕಿಸ್ತಾನ bbox=[313, 245, 503, 277]
flood-photo-caption: ನಿನ್ನೆ ಸಂಜೆ ಸುರಿದ ಮಳೆಯಿಂದಾಗಿ ನಗರದ ಕೋತಿತೋಪಿನ ರಸ್ತೆಯ ಸರ್ವೋದಯ ಶಾಲೆ ಮತ್ತು ಕಿಚಡಿ ಕಲ್ಯಾಣಿ ಮಂಟಪದ ಮಧ್ಯದ ರಸ್ತೆಯಲ್ಲೇ ನೀರು ಸಂಗ್ರಹವಾಗುವುದರಿಂದ ವಿದ್ಯಾರ್ಥಿಗಳು, ವಾಹನ ಸವಾರರು ಓಡಾಡಲು ಪರದಾಡುವಂತಾಯಿತು. bbox=[38, 1569, 344, 1606]
blog-url[interactable]: www.amruthavani-evening.blogspot.com bbox=[58, 152, 290, 169]
mutt-columns-rest: ಬೆಳಗ್ಗೆ 10 ಗಂಟೆಗೆ ಬಾಳೆಹೊನ್ನೂರು ಶ್ರೀಮದ್ ರಂಭಾಪುರಿ ಪೀಠದ ಜಗದ್ಗುರು ಪ್ರಸನ್ನ ದೇಶಿಕ ಡಾ.ವೀರಸೋಮೇಶ್ವರ ಶಿವಾಚಾರ್ಯ ಸ್ವಾಮೀಜಿ ಸಾನ್ನಿಧ್ಯ ವಹಿಸುವರು. ಈ ತಿಂಗಳ 8ರಂದು ಶನಿವಾರ ಸಂಜೆ ನಡೆಯಲಿರುವ ಸಮಾರಂಭದಲ್ಲಿ ಧಾರ್ಮಿಕ ಆಚರಣೆಗಳ ಜೊತೆಗೆ ಪುಸ್ತಕ ಭಾಗವಹಿಸುವ ಭಕ್ತಾದಿಗಳಿಗೆ ಪ್ರಸಾದ ವ್ಯವಸ್ಥೆ ಮಾಡಲಾಗಿದೆ. ಸಮಾಜದ ವಿವಿಧ ಮಠಗಳ ಶ್ರೀಗಳು, ಗಣ್ಯರು, ಭಕ್ತರು ಹೆಚ್ಚಿನ ಸಂಖ್ಯೆಯಲ್ಲಿ ಪಾಲ್ಗೊಂಡು ಕಾರ್ಯಕ್ರಮ ಯಶಸ್ವಿಗೊಳಿಸುವಂತೆ ಮನವಿ ಮಾಡಿದರು. ನಂತರ ಸಾಮೂಹಿಕ ವಿವಾಹ ಕಾರ್ಯಕ್ರಮಗಳಿಗೆ ನೆರವೇರಲಿವೆ ಎಂದು ವೀರಭದ್ರ ಶಿವಾಚಾರ್ಯ ಸ್ವಾಮೀಜಿ ಹೇಳಿದರು. bbox=[668, 756, 1180, 801]
sub-value: 300.00 bbox=[1105, 118, 1144, 133]
email-rediff[interactable]: amruthavani.911@rediffmail.com bbox=[884, 169, 1097, 184]
sub-value: 32.00 bbox=[1112, 100, 1144, 115]
sub-label: ಅಂಚೆ ಮೂಲಕ (ವಾರ್ಷಿಕ) bbox=[845, 136, 950, 151]
news-box-headline: 'ಉತ್ತರಕಾಂಡ'ದ ವೀರವ್ವ ಪಾತ್ರದಲ್ಲಿ ಜಾತಿ ಬೆಡಗಿ ಭಾವನಾ ಮೆನನ್; ಪೋಸ್ಟರ್ ರಿಲೀಸ್ bbox=[778, 246, 1138, 282]
sub-editor: ಉಪ ಸಂಪಾದಕರು : ಜಿ.ಮಾರುತಿ bbox=[527, 179, 619, 189]
qr-label: Q.R. ಕೋಡ್ bbox=[177, 90, 240, 105]
mutt-columns-under: ಬೆಳಗ್ಗೆ 11 ಗಂಟೆಗೆ ಪುಸ್ತಕ ದಾಸೋಹ ಸಮಾರಂಭದ ಅಂಗವಾಗಿ ಭಕ್ತರು ತಾವು ಓದಿದ ಒಂದು ಪುಸ್ತಕವನ್ನು ತಂದು ಕೊಟ್ಟು ಮಠದಿಂದ ಉಚಿತವಾಗಿ ಎರಡು ಪುಸ್ತಕಗಳನ್ನು ತೆಗೆದುಕೊಂಡು ಹೋಗಿ ಓದುವ ಕಾರ್ಯಕ್ರಮ ಮಾಡಲಾಗುತ್ತಿದೆ. ಧಾರ್ಮಿಕ ಕಾರ್ಯಗಳು ನೆರವೇರಲಿವೆ ಎಂದು ವೀರಭದ್ರ ಶಿವಾಚಾರ್ಯ ಸ್ವಾಮೀಜಿ ಹೇಳಿದರು. bbox=[874, 620, 1180, 665]
pavagada-columns-under: ಡಿ.ಟಿ.ಶ್ರೀನಿವಾಸ್ ಗೆಲುವಿಗೆ ಸಹಕರಿಸಿದ್ದ ತಾಲೂಕಿನ ಎಲ್ಲಾ ಶಿಕ್ಷಕ ಮತದಾರರಿಗೆ ಅನೇಕ ಮಂದಿ ಮುಖಂಡರು ಕೃತಜ್ಞತೆ ಸಲ್ಲಿಸಿದರು. ಇದೇ ವೇಳೆ ಅನೇಕ ಮಂದಿ ಕಾಂಗ್ರೆಸ್ ಮುಖಂಡರು ಹಾಗೂ ಕಾರ್ಯಕರ್ತರು ಇದ್ದರು. bbox=[874, 1140, 1180, 1173]
rni-number: ಆರ್.ಎನ್.ಐ.: 69625/84 ಪಿ.ಸಂ.: ಎಲ್2/ಟಿಎಂಆರ್ / ಎಲ್2 ಆರ್‌ಎನ್‌ಪಿ-442/2024-2026 bbox=[777, 215, 1162, 229]
volume: ಸಂಪುಟ : 40 bbox=[40, 215, 94, 229]
subscription-row bbox=[837, 99, 1152, 117]
news-box-headline: ಟಿ-20 ವಿಶ್ವಕಪ್ 2024: ಶ್ರೀಲಂಕಾ ವಿರುದ್ಧ 2 ವಿಕೆಟ್‌ಗಳಿಂದ ರೋಚಕ ಜಯ ಗಳಿಸಿದ ಬಾಂಗ್ಲಾದೇಶ bbox=[538, 245, 748, 277]
paper-type-badge: ಕನ್ನಡ ಸಂಜೆ ದಿನಪತ್ರಿಕೆ bbox=[513, 154, 634, 177]
